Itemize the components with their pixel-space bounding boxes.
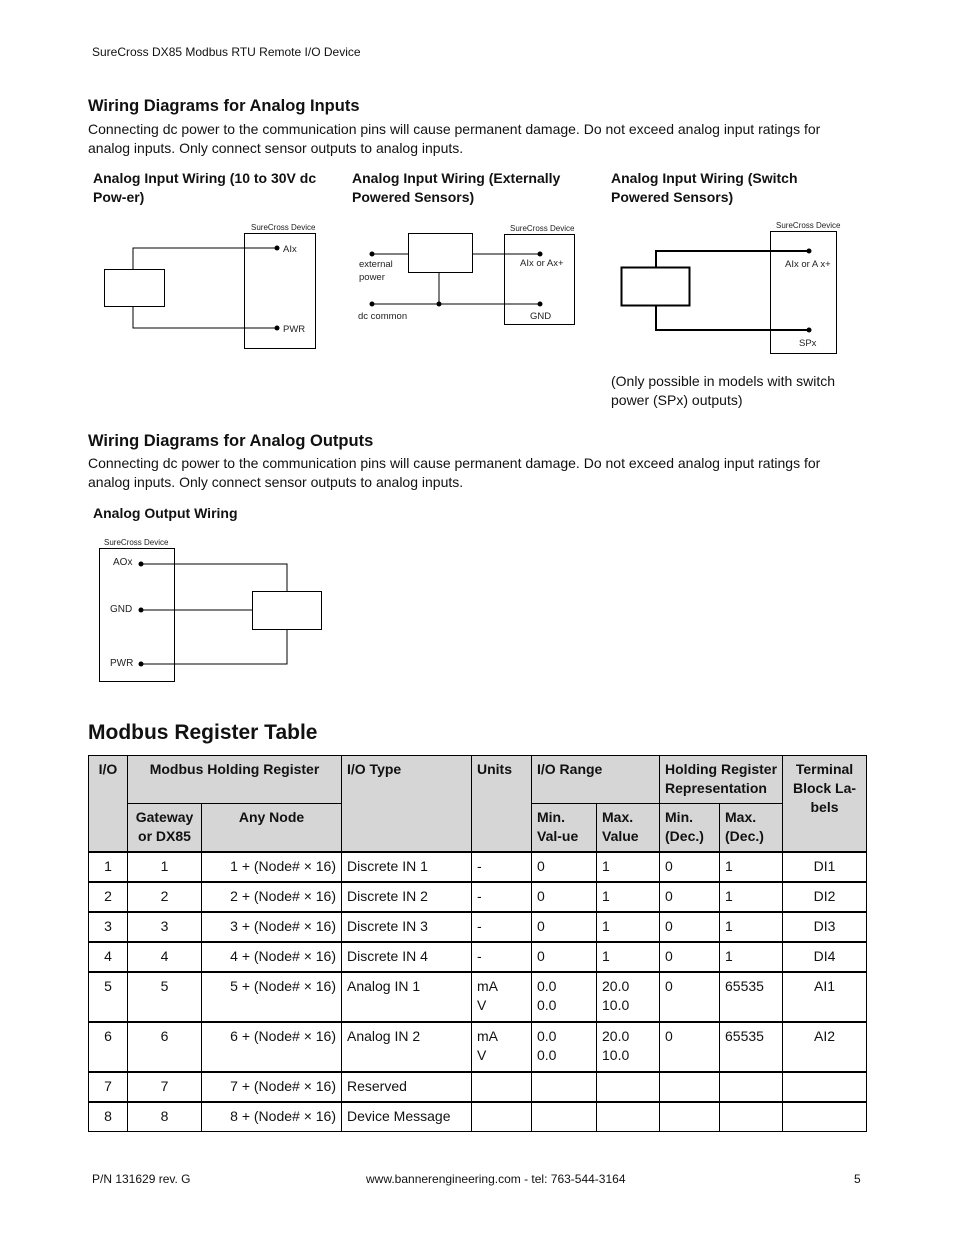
cell-io (89, 1102, 128, 1132)
cell-node-line1: 7 + (Node# × 16) (230, 1077, 336, 1094)
diagram3-note: (Only possible in models with switch power (SPx) outputs) (611, 373, 836, 408)
diagram1-pin-bottom-dot (275, 326, 280, 331)
footer-part-number: P/N 131629 rev. G (92, 1172, 191, 1186)
cell-max (597, 972, 660, 1022)
cell-max-line1: 1 (602, 887, 610, 904)
cell-node (202, 912, 342, 942)
cell-io-line1: 5 (104, 977, 112, 994)
output-pin1: AOx (113, 557, 133, 568)
col-min-value-header: Min. Val-ue (532, 804, 597, 852)
cell-node-line1: 1 + (Node# × 16) (230, 857, 336, 874)
cell-label-line1: AI1 (814, 977, 836, 994)
diagram2-pin-bottom-dot (538, 302, 543, 307)
cell-gw-line1: 3 (160, 917, 169, 934)
cell-node-line1: 8 + (Node# × 16) (230, 1107, 336, 1124)
cell-units-line1: - (477, 887, 482, 904)
cell-dmax (720, 972, 783, 1022)
cell-node (202, 1102, 342, 1132)
cell-label-line1: DI1 (813, 857, 836, 874)
cell-type-line1: Device Message (347, 1107, 451, 1124)
cell-gw-line1: 4 (160, 947, 169, 964)
diagram1-device-label: SureCross Device (251, 223, 316, 232)
cell-type (342, 942, 472, 972)
cell-label (783, 1022, 867, 1072)
cell-gw-line1: 8 (160, 1107, 169, 1124)
cell-max (597, 1072, 660, 1102)
cell-min-line1: 0 (537, 887, 545, 904)
cell-gw (128, 1072, 202, 1102)
cell-type-line1: Analog IN 2 (347, 1027, 421, 1044)
cell-max (597, 1022, 660, 1072)
cell-label-line1: DI2 (813, 887, 836, 904)
diagram3-wiring (615, 215, 845, 360)
cell-label-line1: DI4 (813, 947, 836, 964)
cell-dmax-line1: 1 (725, 917, 733, 934)
cell-units (472, 972, 532, 1022)
cell-label (783, 942, 867, 972)
cell-max-line1: 20.0 (602, 977, 630, 994)
cell-io-line1: 7 (104, 1077, 112, 1094)
cell-min (532, 852, 597, 882)
cell-gw (128, 942, 202, 972)
cell-type (342, 1102, 472, 1132)
analog-outputs-body: Connecting dc power to the communication pins will cause permanent damage. Do not exceed analog input ratings for analog inputs. Only connect sensor outputs to analog inputs. (88, 455, 821, 490)
cell-min-line1: 0 (537, 857, 545, 874)
diagram3-pin-bottom-dot (807, 328, 812, 333)
cell-io (89, 942, 128, 972)
cell-units (472, 1022, 532, 1072)
diagram2-sensor-box (409, 234, 473, 273)
cell-min-line2: 0.0 (537, 1046, 557, 1063)
cell-io (89, 882, 128, 912)
cell-units (472, 852, 532, 882)
analog-inputs-heading: Wiring Diagrams for Analog Inputs (88, 97, 360, 115)
output-load-box (253, 592, 322, 630)
diagram2-caption: Analog Input Wiring (Externally Powered Sensors) (352, 170, 561, 205)
cell-type-line1: Analog IN 1 (347, 977, 421, 994)
output-diagram-caption: Analog Output Wiring (93, 505, 238, 521)
output-wire-aox (141, 564, 287, 591)
cell-type-line1: Discrete IN 3 (347, 917, 428, 934)
cell-node-line1: 3 + (Node# × 16) (230, 917, 336, 934)
cell-label (783, 912, 867, 942)
table-row (89, 912, 867, 942)
cell-min (532, 942, 597, 972)
footer-page-number: 5 (854, 1172, 861, 1186)
diagram3-pin-bottom: SPx (799, 338, 817, 349)
cell-type-line1: Discrete IN 2 (347, 887, 428, 904)
modbus-heading: Modbus Register Table (88, 721, 318, 744)
output-pin2-dot (139, 608, 144, 613)
cell-gw (128, 1022, 202, 1072)
output-pin3-dot (139, 662, 144, 667)
diagram1-sensor-box (105, 270, 165, 307)
cell-io-line1: 2 (104, 887, 112, 904)
cell-io (89, 912, 128, 942)
col-gateway-header: Gateway or DX85 (128, 804, 202, 852)
cell-type-line1: Discrete IN 4 (347, 947, 428, 964)
cell-max (597, 1102, 660, 1132)
cell-min-line1: 0.0 (537, 1027, 557, 1044)
table-row (89, 882, 867, 912)
cell-units (472, 942, 532, 972)
diagram1-wiring (95, 218, 325, 353)
footer-website: www.bannerengineering.com - tel: 763-544-3164 (366, 1172, 626, 1186)
cell-dmax (720, 852, 783, 882)
cell-dmin-line1: 0 (665, 1027, 673, 1044)
cell-io (89, 1022, 128, 1072)
cell-io-line1: 1 (104, 857, 112, 874)
cell-max (597, 852, 660, 882)
cell-dmax (720, 912, 783, 942)
cell-min (532, 1102, 597, 1132)
cell-node (202, 852, 342, 882)
diagram1-pin-top-dot (275, 246, 280, 251)
cell-dmin (660, 912, 720, 942)
cell-node-line1: 5 + (Node# × 16) (230, 977, 336, 994)
diagram1-wire-top (133, 248, 277, 269)
cell-label (783, 852, 867, 882)
cell-label (783, 972, 867, 1022)
cell-node (202, 972, 342, 1022)
cell-min (532, 972, 597, 1022)
cell-gw-line1: 1 (160, 857, 169, 874)
cell-dmax (720, 882, 783, 912)
output-device-label: SureCross Device (104, 538, 169, 547)
cell-max (597, 882, 660, 912)
cell-node-line1: 6 + (Node# × 16) (230, 1027, 336, 1044)
cell-min (532, 1022, 597, 1072)
diagram2-wiring (352, 218, 582, 333)
cell-node-line1: 4 + (Node# × 16) (230, 947, 336, 964)
cell-dmin (660, 1022, 720, 1072)
cell-dmin-line1: 0 (665, 947, 673, 964)
output-diagram-wiring (95, 533, 330, 688)
cell-type (342, 912, 472, 942)
cell-dmax (720, 1102, 783, 1132)
cell-max-line1: 1 (602, 917, 610, 934)
cell-min (532, 1072, 597, 1102)
cell-max-line1: 20.0 (602, 1027, 630, 1044)
cell-max-line1: 1 (602, 947, 610, 964)
diagram2-junction-dot (437, 302, 442, 307)
diagram2-common: dc common (358, 311, 408, 322)
cell-min-line1: 0.0 (537, 977, 557, 994)
cell-type (342, 972, 472, 1022)
cell-node-line1: 2 + (Node# × 16) (230, 887, 336, 904)
diagram3-caption: Analog Input Wiring (Switch Powered Sensors) (611, 170, 798, 205)
col-io-range-header: I/O Range (532, 756, 660, 804)
cell-io-line1: 8 (104, 1107, 112, 1124)
diagram2-ext-dot (370, 252, 375, 257)
col-max-value-header: Max. Value (597, 804, 660, 852)
cell-gw-line1: 6 (160, 1027, 169, 1044)
cell-dmax-line1: 1 (725, 857, 733, 874)
cell-label (783, 882, 867, 912)
cell-units (472, 1072, 532, 1102)
cell-min (532, 912, 597, 942)
cell-units-line2: V (477, 996, 487, 1013)
cell-units (472, 1102, 532, 1132)
diagram2-pin-bottom: GND (530, 311, 552, 322)
diagram3-wire-bottom (656, 306, 809, 330)
page-header: SureCross DX85 Modbus RTU Remote I/O Device (92, 45, 361, 59)
diagram1-pin-top: AIx (283, 244, 297, 255)
cell-node (202, 942, 342, 972)
modbus-register-table (88, 755, 867, 1132)
cell-type-line1: Discrete IN 1 (347, 857, 428, 874)
diagram3-device-box (771, 232, 837, 354)
cell-gw-line1: 2 (160, 887, 169, 904)
cell-dmin (660, 942, 720, 972)
diagram2-device-label: SureCross Device (510, 224, 575, 233)
cell-label (783, 1102, 867, 1132)
analog-inputs-body: Connecting dc power to the communication pins will cause permanent damage. Do not exceed analog input ratings for analog inputs. Only connect sensor outputs to analog inputs. (88, 121, 821, 156)
cell-io-line1: 6 (104, 1027, 112, 1044)
cell-max-line2: 10.0 (602, 1046, 630, 1063)
cell-io-line1: 4 (104, 947, 112, 964)
cell-max-line1: 1 (602, 857, 610, 874)
cell-dmin (660, 882, 720, 912)
cell-type (342, 882, 472, 912)
cell-gw (128, 852, 202, 882)
cell-min (532, 882, 597, 912)
output-pin1-dot (139, 562, 144, 567)
table-row (89, 972, 867, 1022)
cell-dmax-line1: 1 (725, 887, 733, 904)
diagram3-pin-top: AIx or A x+ (785, 259, 831, 270)
diagram2-pin-top-dot (538, 252, 543, 257)
cell-type (342, 1072, 472, 1102)
diagram1-caption: Analog Input Wiring (10 to 30V dc Pow-er) (93, 170, 317, 205)
output-pin3: PWR (110, 658, 134, 669)
cell-gw-line1: 7 (160, 1077, 169, 1094)
output-wire-pwr (141, 630, 287, 664)
cell-dmin-line1: 0 (665, 977, 673, 994)
col-hr-rep-header: Holding Register Representation (660, 756, 783, 804)
cell-dmax-line1: 65535 (725, 1027, 764, 1044)
table-row (89, 942, 867, 972)
cell-units-line1: - (477, 857, 482, 874)
cell-io (89, 852, 128, 882)
cell-units-line1: - (477, 917, 482, 934)
col-io-type-header: I/O Type (342, 756, 472, 852)
cell-io (89, 1072, 128, 1102)
cell-units-line2: V (477, 1046, 487, 1063)
cell-label-line1: DI3 (813, 917, 836, 934)
table-row (89, 1022, 867, 1072)
col-min-dec-header: Min. (Dec.) (660, 804, 720, 852)
table-row (89, 1072, 867, 1102)
diagram3-pin-top-dot (807, 249, 812, 254)
cell-dmin (660, 972, 720, 1022)
cell-min-line1: 0 (537, 917, 545, 934)
cell-gw-line1: 5 (160, 977, 169, 994)
cell-gw (128, 912, 202, 942)
cell-dmin-line1: 0 (665, 917, 673, 934)
diagram2-pin-top: AIx or Ax+ (520, 258, 564, 269)
cell-type (342, 852, 472, 882)
col-io-header: I/O (89, 756, 128, 852)
cell-label (783, 1072, 867, 1102)
cell-dmin (660, 852, 720, 882)
cell-dmax (720, 942, 783, 972)
cell-max-line2: 10.0 (602, 996, 630, 1013)
col-holding-header: Modbus Holding Register (128, 756, 342, 804)
diagram2-common-dot (370, 302, 375, 307)
cell-gw (128, 882, 202, 912)
cell-units-line1: mA (477, 977, 498, 994)
cell-node (202, 1072, 342, 1102)
col-any-node-header: Any Node (202, 804, 342, 852)
col-units-header: Units (472, 756, 532, 852)
table-row (89, 852, 867, 882)
cell-gw (128, 972, 202, 1022)
cell-units (472, 912, 532, 942)
diagram2-ext-line1: external (359, 259, 393, 270)
cell-min-line1: 0 (537, 947, 545, 964)
cell-min-line2: 0.0 (537, 996, 557, 1013)
output-pin2: GND (110, 604, 133, 615)
col-terminal-header: Terminal Block La-bels (783, 756, 867, 852)
cell-max (597, 942, 660, 972)
diagram2-ext-line2: power (359, 272, 385, 283)
cell-max (597, 912, 660, 942)
cell-io (89, 972, 128, 1022)
cell-dmax-line1: 1 (725, 947, 733, 964)
cell-units-line1: mA (477, 1027, 498, 1044)
cell-type (342, 1022, 472, 1072)
cell-dmin-line1: 0 (665, 857, 673, 874)
cell-dmax (720, 1072, 783, 1102)
cell-units (472, 882, 532, 912)
cell-type-line1: Reserved (347, 1077, 407, 1094)
cell-node (202, 1022, 342, 1072)
cell-gw (128, 1102, 202, 1132)
col-max-dec-header: Max. (Dec.) (720, 804, 783, 852)
analog-outputs-heading: Wiring Diagrams for Analog Outputs (88, 432, 374, 450)
cell-dmax-line1: 65535 (725, 977, 764, 994)
cell-dmax (720, 1022, 783, 1072)
cell-label-line1: AI2 (814, 1027, 836, 1044)
cell-units-line1: - (477, 947, 482, 964)
cell-io-line1: 3 (104, 917, 112, 934)
diagram1-wire-bottom (133, 307, 277, 328)
diagram3-device-label: SureCross Device (776, 221, 841, 230)
cell-dmin (660, 1072, 720, 1102)
diagram3-sensor-box (622, 268, 690, 306)
cell-node (202, 882, 342, 912)
cell-dmin-line1: 0 (665, 887, 673, 904)
cell-dmin (660, 1102, 720, 1132)
table-row (89, 1102, 867, 1132)
diagram1-pin-bottom: PWR (283, 324, 306, 335)
